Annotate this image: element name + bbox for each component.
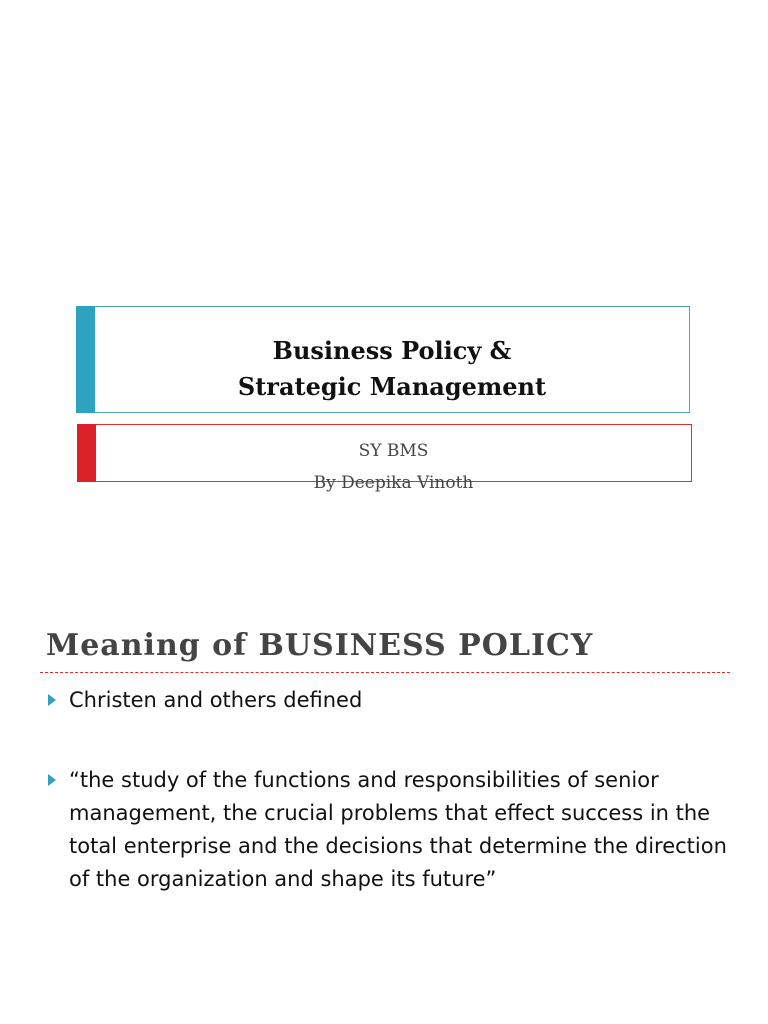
bullet-text: “the study of the functions and responsibilities of senior management, the crucial problems that effect success in the total enterprise and the decisions that determine the direction of the organization and shape its future” [69, 768, 727, 891]
subtitle-line-2: By Deepika Vinoth [313, 473, 474, 493]
triangle-bullet-icon [48, 774, 56, 786]
title-line-1: Business Policy & [272, 336, 512, 365]
heading-divider [40, 672, 730, 673]
bullet-text: Christen and others defined [69, 688, 363, 712]
subtitle-line-1: SY BMS [358, 441, 429, 461]
slide-heading: Meaning of BUSINESS POLICY [46, 628, 594, 663]
bullet-item [69, 764, 729, 896]
title-line-2: Strategic Management [237, 372, 547, 401]
content-slide [0, 600, 768, 1024]
bullet-item [69, 684, 729, 717]
slide-title [95, 333, 689, 405]
slide-subtitle [96, 435, 691, 499]
subtitle-accent-bar [77, 424, 96, 482]
title-box [76, 306, 690, 413]
triangle-bullet-icon [48, 694, 56, 706]
subtitle-box [77, 424, 692, 493]
title-accent-bar [76, 306, 95, 413]
